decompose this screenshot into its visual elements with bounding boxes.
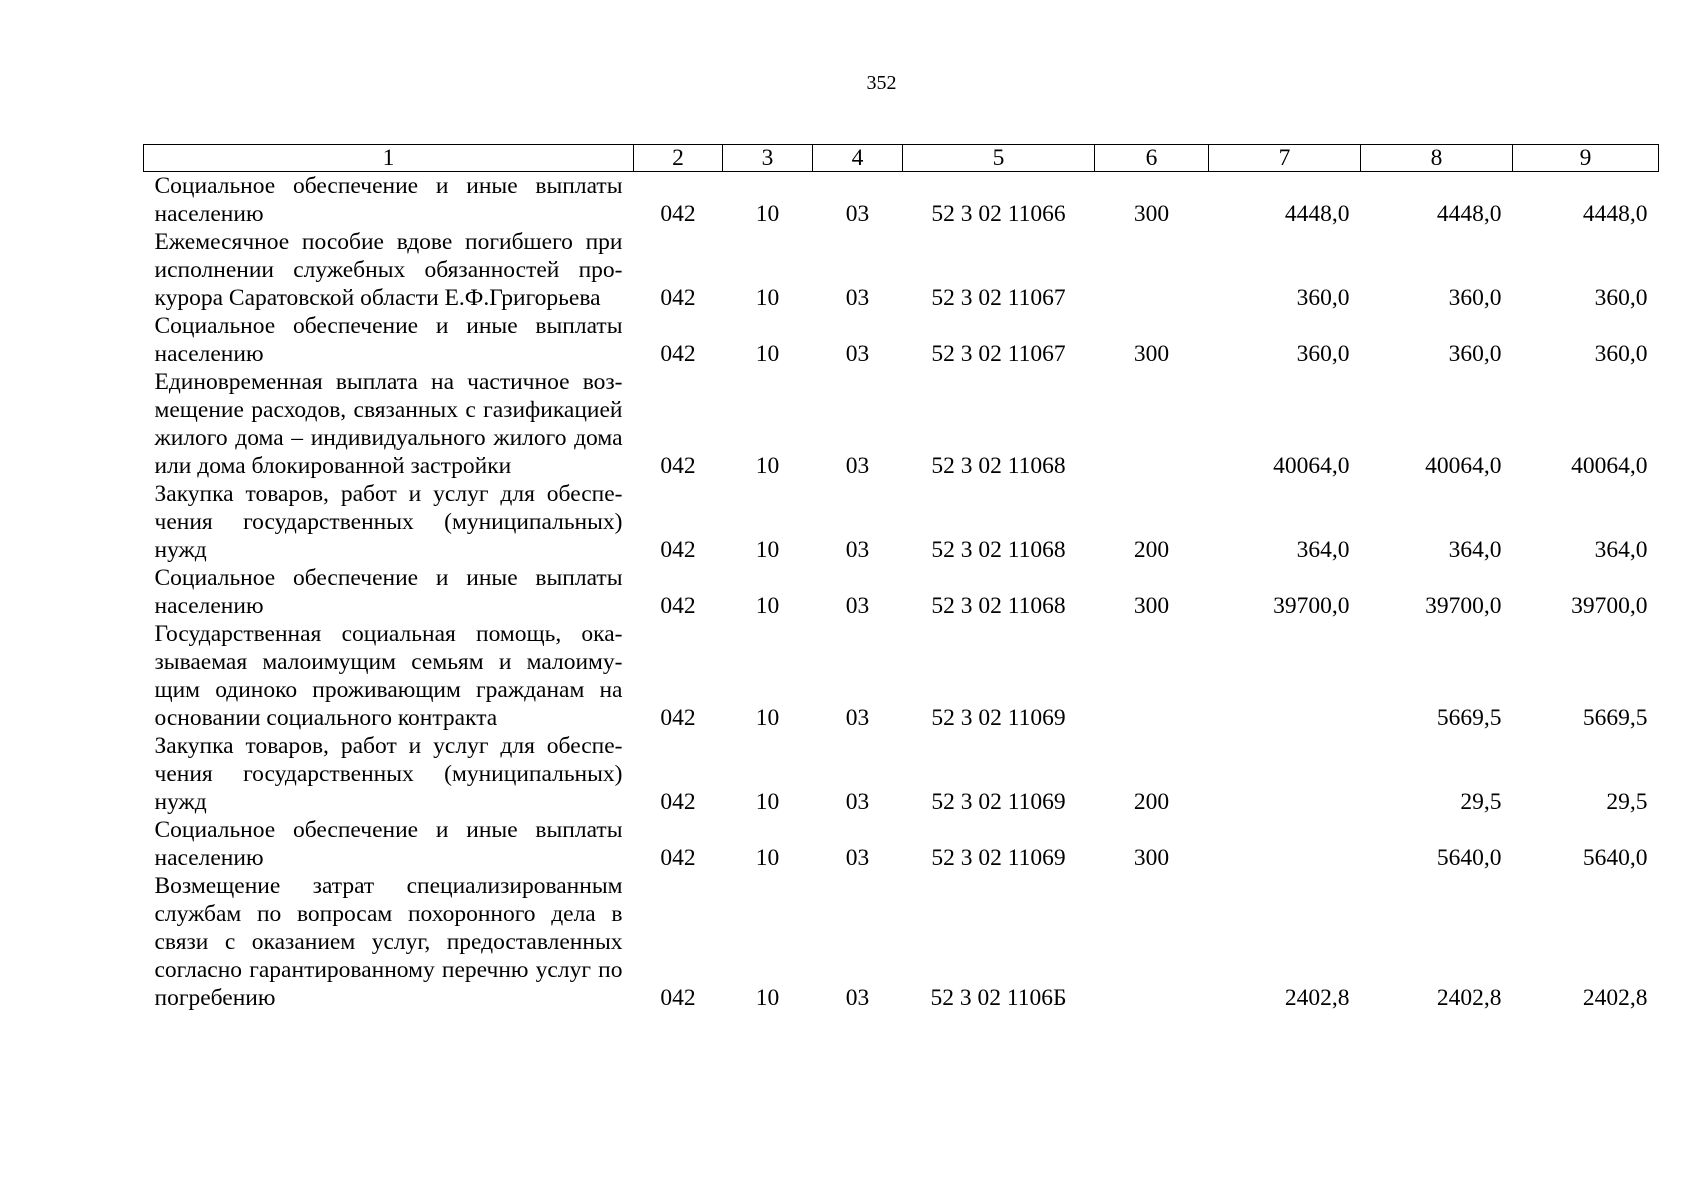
column-header-9: 9: [1513, 145, 1659, 172]
target-article-code: 52 3 02 11069: [931, 789, 1066, 815]
expense-type-code: 300: [1133, 341, 1170, 367]
amount-col-8: 360,0: [1448, 285, 1502, 311]
column-header-5: 5: [903, 145, 1095, 172]
table-row: [144, 480, 1659, 564]
table-row: [144, 620, 1659, 732]
section-code: 10: [755, 845, 780, 871]
expense-type-code: [1095, 872, 1209, 1012]
target-article-code: 52 3 02 11068: [931, 453, 1066, 479]
subsection-code: 03: [845, 201, 870, 227]
column-header-4: 4: [813, 145, 903, 172]
section-code: 10: [755, 341, 780, 367]
section-code: 10: [755, 201, 780, 227]
table-row: [144, 312, 1659, 368]
row-description: Социальное обеспечение и иные выплаты населению: [154, 313, 623, 367]
ministry-code: 042: [660, 985, 696, 1011]
subsection-code: 03: [845, 593, 870, 619]
amount-col-9: 5640,0: [1582, 845, 1648, 871]
ministry-code: 042: [660, 537, 696, 563]
subsection-code: 03: [845, 341, 870, 367]
section-code: 10: [755, 453, 780, 479]
subsection-code: 03: [845, 705, 870, 731]
table-header: [144, 145, 1659, 172]
amount-col-8: 364,0: [1448, 537, 1502, 563]
target-article-code: 52 3 02 11069: [931, 845, 1066, 871]
amount-col-8: 5669,5: [1436, 705, 1502, 731]
row-description: Закупка товаров, работ и услуг для обеспечения государственных (муниципальных) нужд: [154, 481, 623, 563]
target-article-code: 52 3 02 11067: [931, 285, 1066, 311]
amount-col-7: 39700,0: [1273, 593, 1350, 619]
section-code: 10: [755, 593, 780, 619]
section-code: 10: [755, 285, 780, 311]
page-number: 352: [866, 72, 897, 94]
ministry-code: 042: [660, 593, 696, 619]
table-row: [144, 816, 1659, 872]
ministry-code: 042: [660, 845, 696, 871]
table-row: [144, 872, 1659, 1012]
table-row: [144, 564, 1659, 620]
ministry-code: 042: [660, 453, 696, 479]
amount-col-9: 360,0: [1594, 341, 1648, 367]
table-row: [144, 368, 1659, 480]
row-description: Закупка товаров, работ и услуг для обеспечения государственных (муниципальных) нужд: [154, 733, 623, 815]
expense-type-code: 300: [1133, 845, 1170, 871]
target-article-code: 52 3 02 11066: [931, 201, 1066, 227]
expense-type-code: [1095, 368, 1209, 480]
amount-col-7: [1209, 816, 1361, 872]
amount-col-8: 4448,0: [1436, 201, 1502, 227]
row-description: Возмещение затрат специализированным службам по вопросам похоронного дела в связи с оказанием услуг, предоставленных согласно гарантированному перечню услуг по погребению: [154, 873, 623, 1011]
subsection-code: 03: [845, 845, 870, 871]
target-article-code: 52 3 02 11068: [931, 537, 1066, 563]
amount-col-8: 5640,0: [1436, 845, 1502, 871]
row-description: Ежемесячное пособие вдове погибшего при исполнении служебных обязанностей прокурора Саратовской области Е.Ф.Григорьева: [154, 229, 623, 311]
amount-col-9: 39700,0: [1571, 593, 1648, 619]
expense-type-code: 300: [1133, 593, 1170, 619]
column-header-2: 2: [634, 145, 723, 172]
ministry-code: 042: [660, 789, 696, 815]
amount-col-7: 360,0: [1296, 285, 1350, 311]
amount-col-7: [1209, 620, 1361, 732]
ministry-code: 042: [660, 285, 696, 311]
column-header-3: 3: [723, 145, 813, 172]
amount-col-8: 29,5: [1460, 789, 1502, 815]
section-code: 10: [755, 789, 780, 815]
amount-col-9: 4448,0: [1582, 201, 1648, 227]
target-article-code: 52 3 02 11068: [931, 593, 1066, 619]
row-description: Государственная социальная помощь, оказываемая малоимущим семьям и малоимущим одиноко проживающим гражданам на основании социального контракта: [154, 621, 623, 731]
ministry-code: 042: [660, 201, 696, 227]
ministry-code: 042: [660, 341, 696, 367]
amount-col-9: 40064,0: [1571, 453, 1648, 479]
row-description: Единовременная выплата на частичное возмещение расходов, связанных с газификацией жилого дома – индивидуального жилого дома или дома блокированной застройки: [154, 369, 623, 479]
section-code: 10: [755, 985, 780, 1011]
section-code: 10: [755, 705, 780, 731]
amount-col-8: 2402,8: [1436, 985, 1502, 1011]
amount-col-9: 5669,5: [1582, 705, 1648, 731]
amount-col-7: 40064,0: [1273, 453, 1350, 479]
amount-col-7: [1209, 732, 1361, 816]
table-row: [144, 172, 1659, 229]
amount-col-7: 4448,0: [1284, 201, 1350, 227]
expense-type-code: [1095, 228, 1209, 312]
expense-type-code: 200: [1133, 789, 1170, 815]
row-description: Социальное обеспечение и иные выплаты населению: [154, 173, 623, 227]
amount-col-7: 2402,8: [1284, 985, 1350, 1011]
amount-col-9: 2402,8: [1582, 985, 1648, 1011]
target-article-code: 52 3 02 11069: [931, 705, 1066, 731]
subsection-code: 03: [845, 985, 870, 1011]
amount-col-9: 29,5: [1606, 789, 1648, 815]
amount-col-8: 360,0: [1448, 341, 1502, 367]
amount-col-8: 39700,0: [1425, 593, 1502, 619]
column-header-1: 1: [144, 145, 634, 172]
subsection-code: 03: [845, 453, 870, 479]
amount-col-7: 364,0: [1296, 537, 1350, 563]
expense-type-code: 300: [1133, 201, 1170, 227]
expense-type-code: [1095, 620, 1209, 732]
column-header-8: 8: [1361, 145, 1513, 172]
row-description: Социальное обеспечение и иные выплаты населению: [154, 817, 623, 871]
expense-type-code: 200: [1133, 537, 1170, 563]
table-body: [144, 172, 1659, 1013]
budget-table: [143, 144, 1659, 1012]
ministry-code: 042: [660, 705, 696, 731]
column-header-7: 7: [1209, 145, 1361, 172]
amount-col-8: 40064,0: [1425, 453, 1502, 479]
column-header-6: 6: [1095, 145, 1209, 172]
table-row: [144, 732, 1659, 816]
row-description: Социальное обеспечение и иные выплаты населению: [154, 565, 623, 619]
header-row: [144, 145, 1659, 172]
amount-col-7: 360,0: [1296, 341, 1350, 367]
target-article-code: 52 3 02 1106Б: [930, 985, 1067, 1011]
section-code: 10: [755, 537, 780, 563]
table-row: [144, 228, 1659, 312]
amount-col-9: 360,0: [1594, 285, 1648, 311]
amount-col-9: 364,0: [1594, 537, 1648, 563]
subsection-code: 03: [845, 285, 870, 311]
subsection-code: 03: [845, 789, 870, 815]
target-article-code: 52 3 02 11067: [931, 341, 1066, 367]
subsection-code: 03: [845, 537, 870, 563]
